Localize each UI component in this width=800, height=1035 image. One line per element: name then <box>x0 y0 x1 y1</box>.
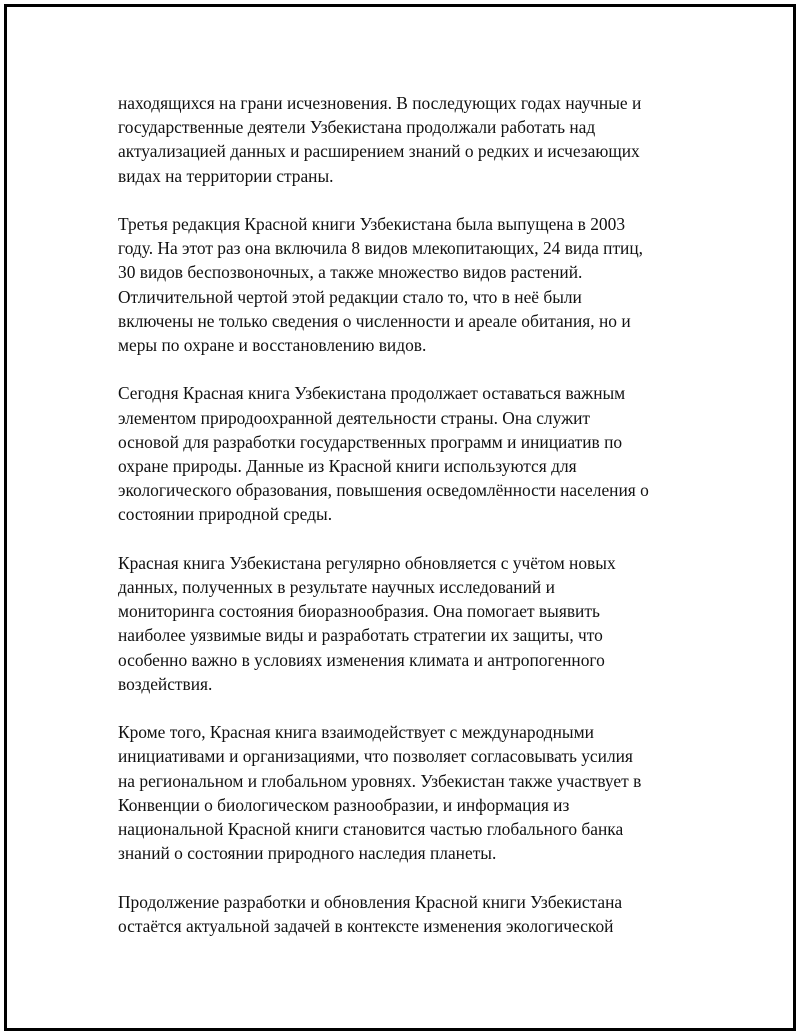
text-line: Сегодня Красная книга Узбекистана продолжает оставаться важным <box>118 383 626 404</box>
text-line: актуализацией данных и расширением знаний о редких и исчезающих <box>118 141 640 162</box>
text-line: 30 видов беспозвоночных, а также множество видов растений. <box>118 262 583 283</box>
text-line: году. На этот раз она включила 8 видов млекопитающих, 24 вида птиц, <box>118 238 644 259</box>
text-line: меры по охране и восстановлению видов. <box>118 335 427 356</box>
paragraph-2 <box>118 212 718 357</box>
text-line: Конвенции о биологическом разнообразии, и информация из <box>118 794 570 815</box>
text-line: находящихся на грани исчезновения. В последующих годах научные и <box>118 93 642 113</box>
text-line: состоянии природной среды. <box>118 504 333 525</box>
text-line: остаётся актуальной задачей в контексте изменения экологической <box>118 915 614 936</box>
text-line: воздействия. <box>118 673 213 694</box>
text-line: национальной Красной книги становится частью глобального банка <box>118 819 624 840</box>
text-line: на региональном и глобальном уровнях. Узбекистан также участвует в <box>118 770 642 791</box>
text-line: элементом природоохранной деятельности страны. Она служит <box>118 407 590 428</box>
text-line: данных, полученных в результате научных исследований и <box>118 577 555 598</box>
text-line: основой для разработки государственных программ и инициатив по <box>118 431 623 452</box>
paragraph-5 <box>118 720 718 865</box>
paragraph-6 <box>118 890 718 938</box>
text-line: видах на территории страны. <box>118 165 334 186</box>
paragraph-1 <box>118 91 718 188</box>
text-line: Отличительной чертой этой редакции стало то, что в неё были <box>118 286 582 307</box>
text-line: экологического образования, повышения осведомлённости населения о <box>118 480 649 501</box>
text-line: включены не только сведения о численности и ареале обитания, но и <box>118 310 631 331</box>
text-line: знаний о состоянии природного наследия планеты. <box>118 843 497 864</box>
text-line: наиболее уязвимые виды и разработать стратегии их защиты, что <box>118 625 603 646</box>
text-line: Продолжение разработки и обновления Красной книги Узбекистана <box>118 891 623 912</box>
paragraph-3 <box>118 381 718 526</box>
text-line: особенно важно в условиях изменения климата и антропогенного <box>118 649 605 670</box>
text-line: Красная книга Узбекистана регулярно обновляется с учётом новых <box>118 552 616 573</box>
text-line: охране природы. Данные из Красной книги используются для <box>118 456 577 477</box>
text-line: инициативами и организациями, что позволяет согласовывать усилия <box>118 746 633 767</box>
paragraph-4 <box>118 551 718 696</box>
text-line: Кроме того, Красная книга взаимодействует с международными <box>118 722 594 743</box>
text-line: мониторинга состояния биоразнообразия. Она помогает выявить <box>118 601 600 622</box>
document-body <box>118 91 718 962</box>
text-line: Третья редакция Красной книги Узбекистана была выпущена в 2003 <box>118 214 626 234</box>
text-line: государственные деятели Узбекистана продолжали работать над <box>118 117 596 138</box>
